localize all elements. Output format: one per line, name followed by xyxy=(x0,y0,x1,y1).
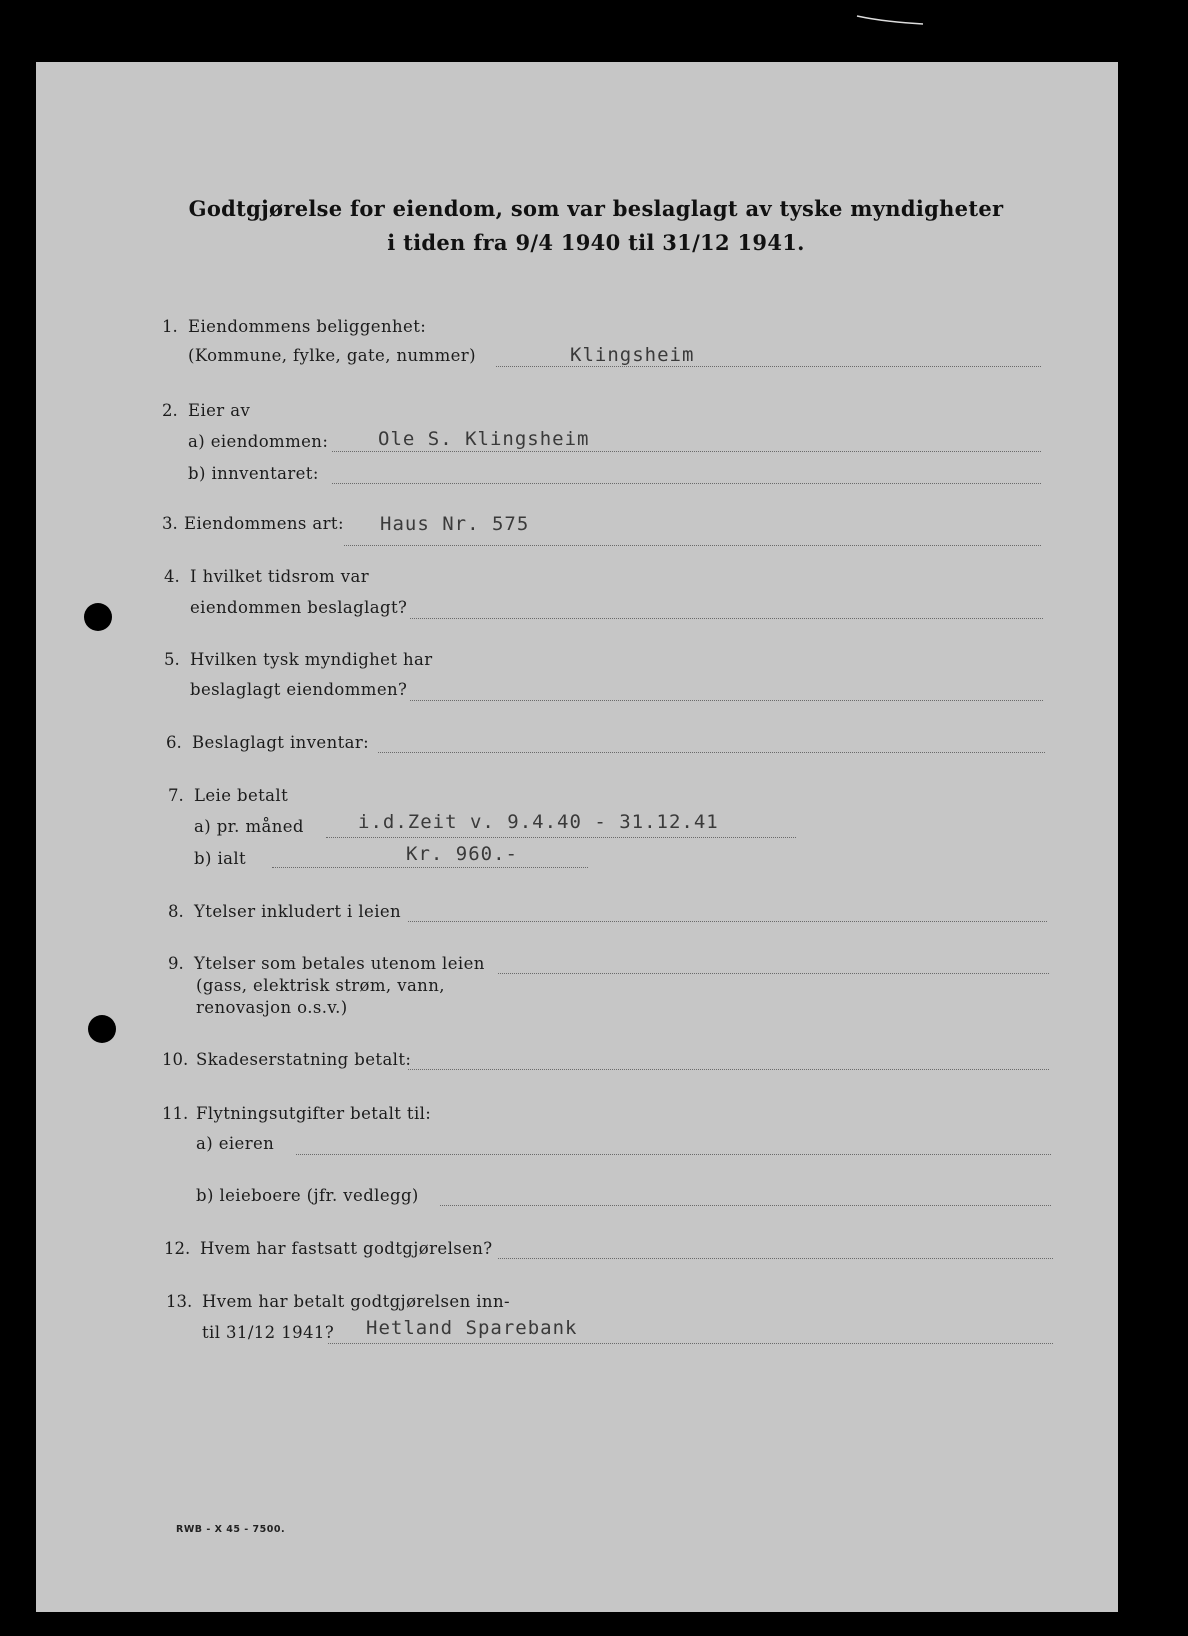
item-7b-answer: Kr. 960.- xyxy=(406,843,518,865)
item-12-answer-line xyxy=(498,1258,1053,1259)
item-9-number: 9. xyxy=(168,954,184,973)
item-8-number: 8. xyxy=(168,902,184,921)
item-9-sublabel: (gass, elektrisk strøm, vann, xyxy=(196,976,445,995)
item-2a-answer: Ole S. Klingsheim xyxy=(378,428,590,450)
form-page xyxy=(36,62,1118,1612)
item-1-label: Eiendommens beliggenhet: xyxy=(188,317,427,336)
item-2b-label: b) innventaret: xyxy=(188,464,319,483)
item-11b-answer-line xyxy=(440,1205,1051,1206)
item-10-number: 10. xyxy=(162,1050,189,1069)
item-1-number: 1. xyxy=(162,317,178,336)
item-6-label: Beslaglagt inventar: xyxy=(192,733,370,752)
form-footer-code: RWB - X 45 - 7500. xyxy=(176,1524,286,1535)
item-8-label: Ytelser inkludert i leien xyxy=(194,902,402,921)
item-2a-label: a) eiendommen: xyxy=(188,432,329,451)
item-7a-answer: i.d.Zeit v. 9.4.40 - 31.12.41 xyxy=(358,811,719,833)
item-8-answer-line xyxy=(408,921,1047,922)
form-title-line2: i tiden fra 9/4 1940 til 31/12 1941. xyxy=(387,230,805,255)
item-5-answer-line xyxy=(410,700,1043,701)
item-10-label: Skadeserstatning betalt: xyxy=(196,1050,412,1069)
item-4-number: 4. xyxy=(164,567,180,586)
item-3-number: 3. xyxy=(162,514,178,533)
item-1-answer: Klingsheim xyxy=(570,344,695,366)
item-9-label: Ytelser som betales utenom leien xyxy=(194,954,485,973)
item-12-number: 12. xyxy=(164,1239,191,1258)
item-9-sublabel-2: renovasjon o.s.v.) xyxy=(196,998,348,1017)
item-2b-answer-line xyxy=(332,483,1041,484)
item-5-sublabel: beslaglagt eiendommen? xyxy=(190,680,408,699)
item-9-answer-line xyxy=(498,973,1049,974)
item-13-answer-line xyxy=(328,1343,1053,1344)
item-11-label: Flytningsutgifter betalt til: xyxy=(196,1104,432,1123)
item-7-label: Leie betalt xyxy=(194,786,289,805)
item-13-number: 13. xyxy=(166,1292,193,1311)
item-1-answer-line xyxy=(496,366,1041,367)
item-3-answer: Haus Nr. 575 xyxy=(380,513,530,535)
item-2-label: Eier av xyxy=(188,401,251,420)
item-6-number: 6. xyxy=(166,733,182,752)
item-5-number: 5. xyxy=(164,650,180,669)
item-7a-answer-line xyxy=(326,837,796,838)
item-6-answer-line xyxy=(378,752,1045,753)
item-7-number: 7. xyxy=(168,786,184,805)
item-4-label: I hvilket tidsrom var xyxy=(190,567,369,586)
item-11a-label: a) eieren xyxy=(196,1134,275,1153)
item-11-number: 11. xyxy=(162,1104,189,1123)
item-13-label: Hvem har betalt godtgjørelsen inn- xyxy=(202,1292,510,1311)
item-10-answer-line xyxy=(408,1069,1049,1070)
form-title-line1: Godtgjørelse for eiendom, som var beslaglagt av tyske myndigheter xyxy=(188,196,1004,221)
item-11a-answer-line xyxy=(296,1154,1051,1155)
item-13-sublabel: til 31/12 1941? xyxy=(202,1323,335,1342)
item-2-number: 2. xyxy=(162,401,178,420)
item-4-sublabel: eiendommen beslaglagt? xyxy=(190,598,408,617)
item-3-label: Eiendommens art: xyxy=(184,514,344,533)
item-11b-label: b) leieboere (jfr. vedlegg) xyxy=(196,1186,419,1205)
item-13-answer: Hetland Sparebank xyxy=(366,1317,578,1339)
item-1-sublabel: (Kommune, fylke, gate, nummer) xyxy=(188,346,476,365)
item-4-answer-line xyxy=(410,618,1043,619)
scan-mark xyxy=(855,12,925,26)
item-5-label: Hvilken tysk myndighet har xyxy=(190,650,433,669)
punch-hole-bottom xyxy=(88,1015,116,1043)
item-7a-label: a) pr. måned xyxy=(194,817,304,836)
item-2a-answer-line xyxy=(332,451,1041,452)
item-3-answer-line xyxy=(344,545,1041,546)
punch-hole-top xyxy=(84,603,112,631)
item-7b-answer-line xyxy=(272,867,588,868)
item-7b-label: b) ialt xyxy=(194,849,247,868)
item-12-label: Hvem har fastsatt godtgjørelsen? xyxy=(200,1239,493,1258)
